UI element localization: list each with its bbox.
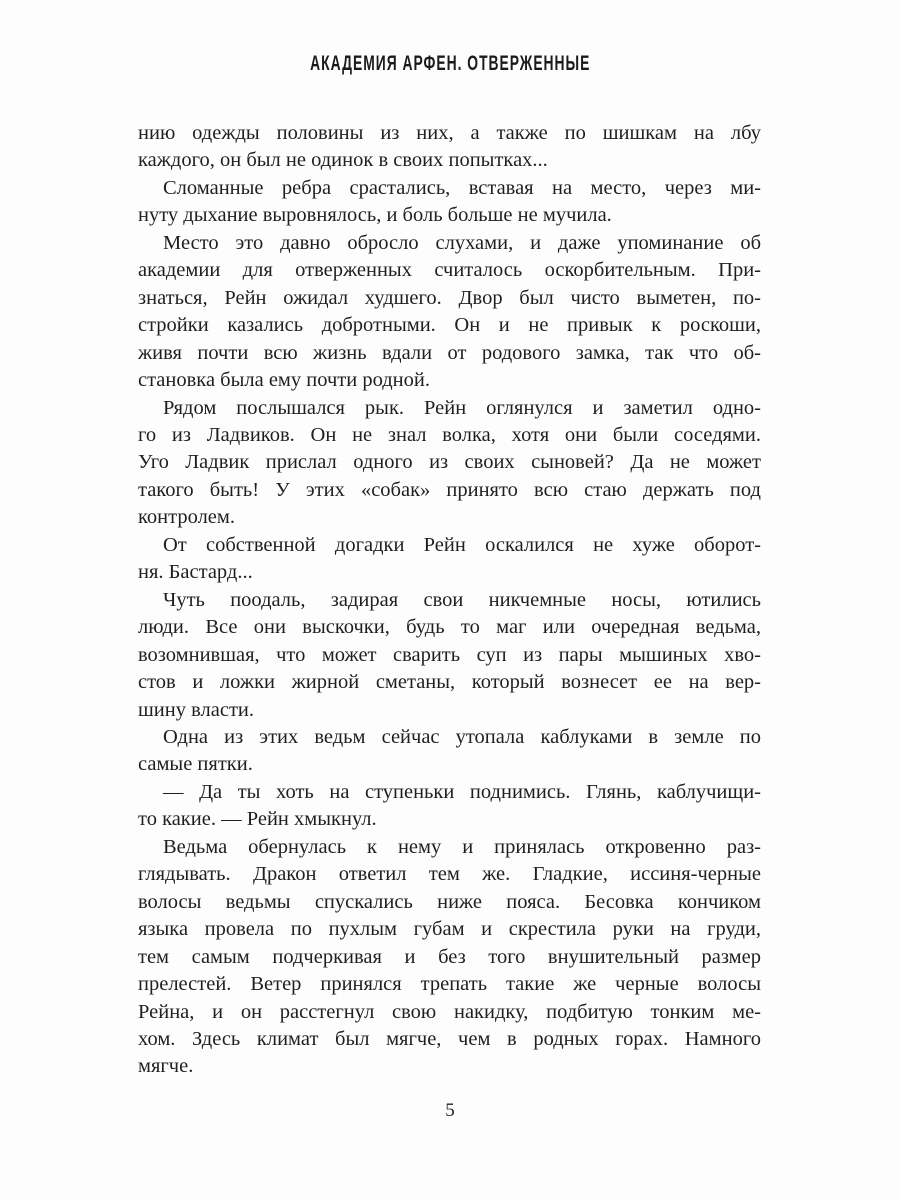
text-line: Уго Ладвик прислал одного из своих сыновей? Да не может [138,451,761,474]
text-line: Рейна, и он расстегнул свою накидку, подбитую тонким ме- [138,1000,761,1023]
text-line: прелестей. Ветер принялся трепать такие же черные волосы [138,973,761,996]
text-line: нуту дыхание выровнялось, и боль больше не мучила. [138,204,612,227]
text-line: хом. Здесь климат был мягче, чем в родных горах. Намного [138,1027,761,1050]
text-line: живя почти всю жизнь вдали от родового замка, так что об- [138,341,761,364]
text-line: — Да ты хоть на ступеньки поднимись. Глянь, каблучищи- [163,780,761,803]
paragraph [138,587,761,724]
text-line: Ведьма обернулась к нему и принялась откровенно раз- [163,835,761,858]
text-line: языка провела по пухлым губам и скрестила руки на груди, [138,918,761,941]
text-line: Рядом послышался рык. Рейн оглянулся и заметил одно- [163,396,761,419]
text-line: От собственной догадки Рейн оскалился не хуже оборот- [163,533,761,556]
page-number: 5 [445,1100,455,1121]
text-line: самые пятки. [138,753,253,776]
paragraph [138,230,761,395]
text-line: возомнившая, что может сварить суп из пары мышиных хво- [138,643,761,666]
paragraph [138,532,761,587]
text-line: ня. Бастард... [138,561,253,584]
paragraph [138,175,761,230]
text-line: академии для отверженных считалось оскорбительным. При- [138,259,761,282]
text-line: каждого, он был не одинок в своих попытках... [138,149,548,172]
text-line: Чуть поодаль, задирая свои никчемные носы, ютились [163,588,761,611]
paragraph [138,395,761,532]
text-line: знаться, Рейн ожидал худшего. Двор был чисто выметен, по- [138,286,761,309]
text-line: то какие. — Рейн хмыкнул. [138,808,377,831]
text-line: такого быть! У этих «собак» принято всю стаю держать под [138,478,761,501]
paragraph [138,834,761,1081]
text-line: нию одежды половины из них, а также по шишкам на лбу [138,122,761,144]
text-line: стов и ложки жирной сметаны, который вознесет ее на вер- [138,671,761,694]
paragraph [138,779,761,834]
running-header-title: АКАДЕМИЯ АРФЕН. ОТВЕРЖЕННЫЕ [309,52,591,75]
running-header [0,52,900,76]
text-line: волосы ведьмы спускались ниже пояса. Бесовка кончиком [138,890,761,913]
text-line: Место это давно обросло слухами, и даже упоминание об [163,231,761,254]
text-line: шину власти. [138,698,254,721]
text-line: Одна из этих ведьм сейчас утопала каблуками в земле по [163,725,761,748]
text-line: люди. Все они выскочки, будь то маг или очередная ведьма, [138,616,761,639]
text-line: становка была ему почти родной. [138,369,430,392]
paragraph [138,724,761,779]
text-line: Сломанные ребра срастались, вставая на место, через ми- [163,176,761,199]
text-line: глядывать. Дракон ответил тем же. Гладкие, иссиня-черные [138,863,761,886]
text-line: стройки казались добротными. Он и не привык к роскоши, [138,314,761,337]
text-line: го из Ладвиков. Он не знал волка, хотя они были соседями. [138,423,761,446]
text-block [138,120,761,1081]
text-line: контролем. [138,506,236,529]
text-line: мягче. [138,1055,194,1078]
paragraph [138,120,761,175]
text-line: тем самым подчеркивая и без того внушительный размер [138,945,761,968]
